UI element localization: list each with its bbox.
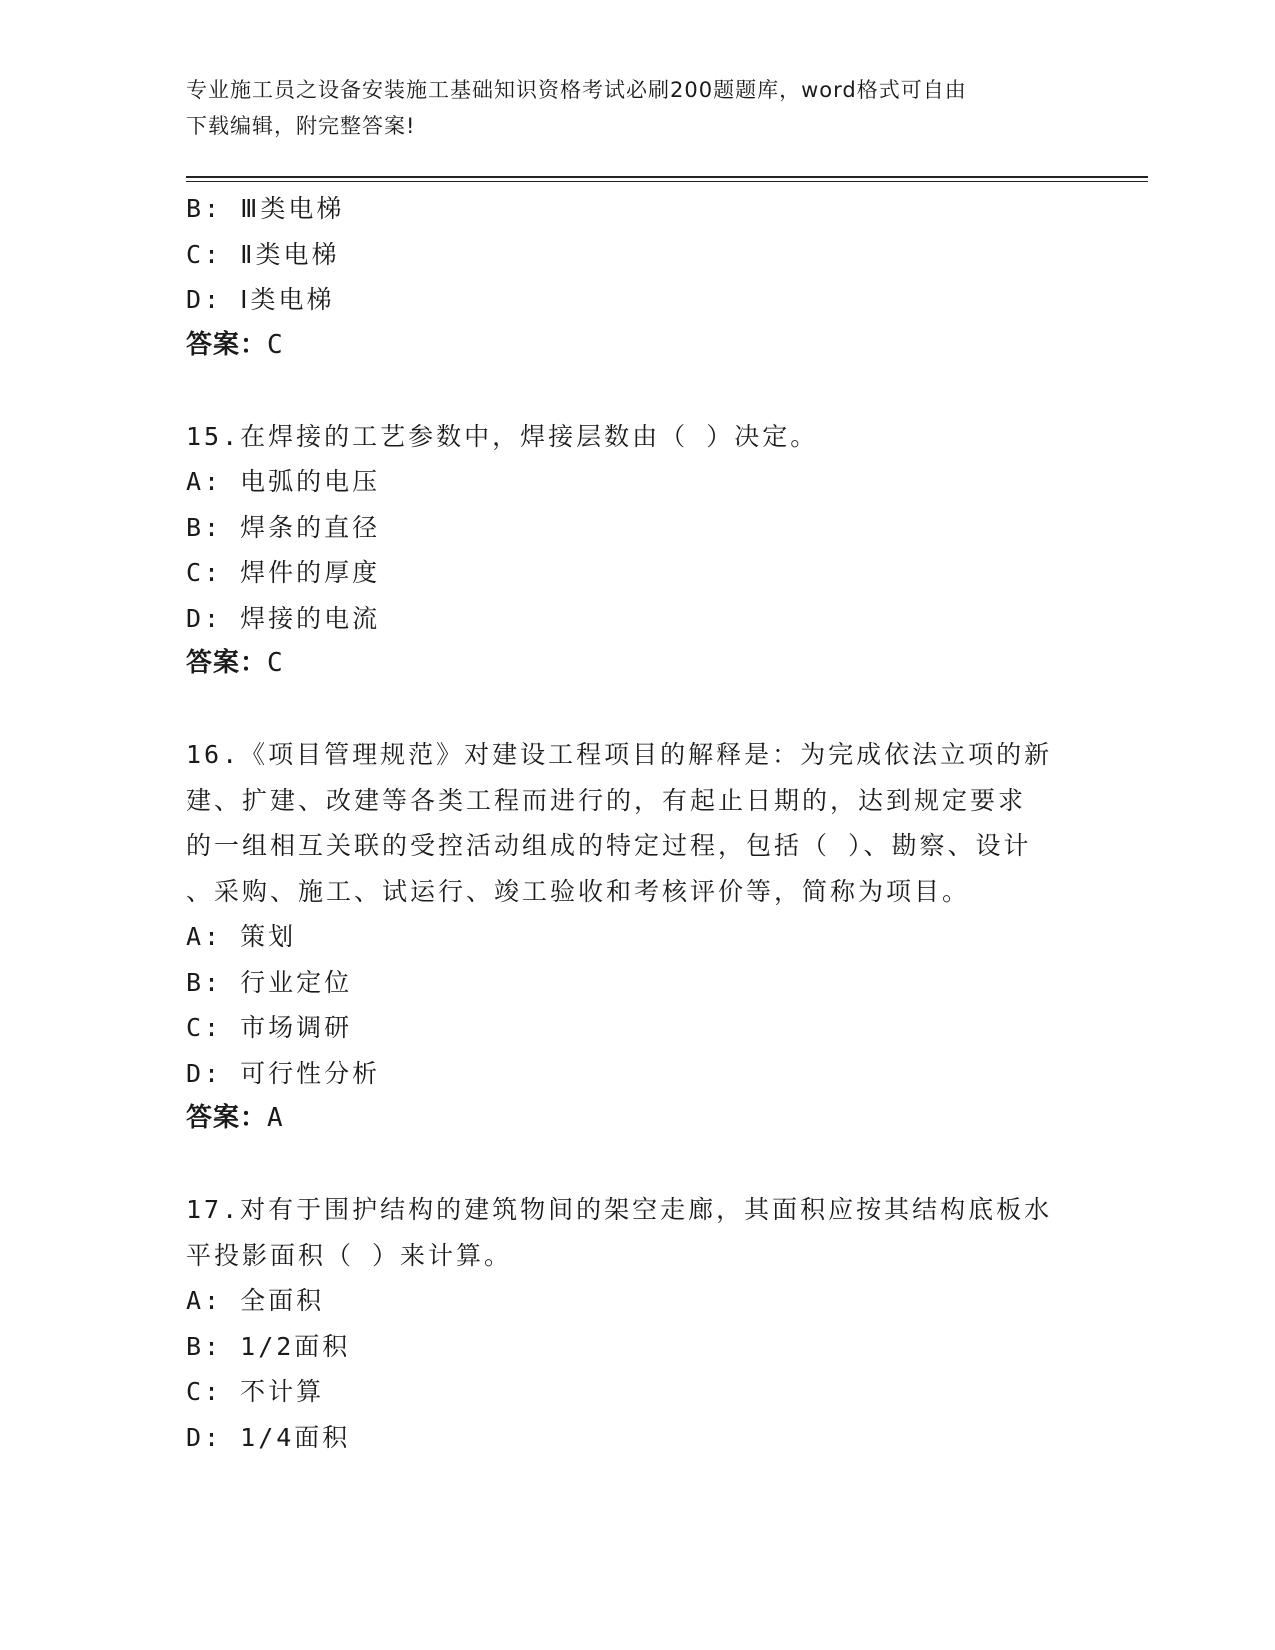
document-header <box>186 72 1066 144</box>
option-b: B: Ⅲ类电梯 <box>186 194 345 223</box>
header-title-line-2: 下载编辑，附完整答案! <box>186 114 416 138</box>
header-rule-thin <box>186 181 1148 182</box>
answer-label: 答案： <box>186 1103 268 1133</box>
option-c: C: 不计算 <box>186 1377 325 1406</box>
question-stem-line: 、采购、施工、试运行、竣工验收和考核评价等，简称为项目。 <box>186 876 971 906</box>
question-stem-line: 建、扩建、改建等各类工程而进行的，有起止日期的，达到规定要求 <box>186 785 1027 815</box>
option-c: C: 焊件的厚度 <box>186 558 381 587</box>
question-stem-line: 平投影面积（ ）来计算。 <box>186 1240 513 1270</box>
answer-line <box>186 323 1086 369</box>
spacer <box>186 1142 1086 1188</box>
question-stem-line: 16.《项目管理规范》对建设工程项目的解释是：为完成依法立项的新 <box>186 740 1053 769</box>
option-b: B: 焊条的直径 <box>186 512 381 542</box>
document-body <box>186 186 1086 1460</box>
spacer <box>186 687 1086 733</box>
answer-label: 答案： <box>186 648 268 678</box>
answer-line <box>186 1096 1086 1142</box>
answer-value: C <box>267 329 284 360</box>
option-c: C: 市场调研 <box>186 1013 353 1042</box>
question-15 <box>186 414 1086 687</box>
option-a: A: 策划 <box>186 922 297 951</box>
answer-line <box>186 641 1086 687</box>
option-d: D: 焊接的电流 <box>186 603 381 633</box>
answer-value: C <box>267 648 284 678</box>
question-14-continued <box>186 186 1086 368</box>
option-d: D: 1/4面积 <box>186 1422 351 1452</box>
header-title-line-1: 专业施工员之设备安装施工基础知识资格考试必刷200题题库，word格式可自由 <box>186 78 967 102</box>
answer-value: A <box>267 1103 284 1133</box>
question-17 <box>186 1187 1086 1460</box>
question-stem-line: 的一组相互关联的受控活动组成的特定过程，包括（ ）、勘察、设计 <box>186 831 1032 860</box>
option-d: D: 可行性分析 <box>186 1058 381 1088</box>
question-stem-line: 15.在焊接的工艺参数中，焊接层数由（ ）决定。 <box>186 421 819 451</box>
option-d: D: Ⅰ类电梯 <box>186 285 335 314</box>
answer-label: 答案： <box>186 329 268 360</box>
option-b: B: 1/2面积 <box>186 1331 351 1361</box>
option-a: A: 电弧的电压 <box>186 467 381 496</box>
option-b: B: 行业定位 <box>186 967 353 997</box>
header-rule-thick <box>186 176 1148 178</box>
question-stem-line: 17.对有于围护结构的建筑物间的架空走廊，其面积应按其结构底板水 <box>186 1195 1053 1224</box>
question-16 <box>186 732 1086 1142</box>
spacer <box>186 368 1086 414</box>
option-a: A: 全面积 <box>186 1286 325 1315</box>
option-c: C: Ⅱ类电梯 <box>186 239 340 269</box>
